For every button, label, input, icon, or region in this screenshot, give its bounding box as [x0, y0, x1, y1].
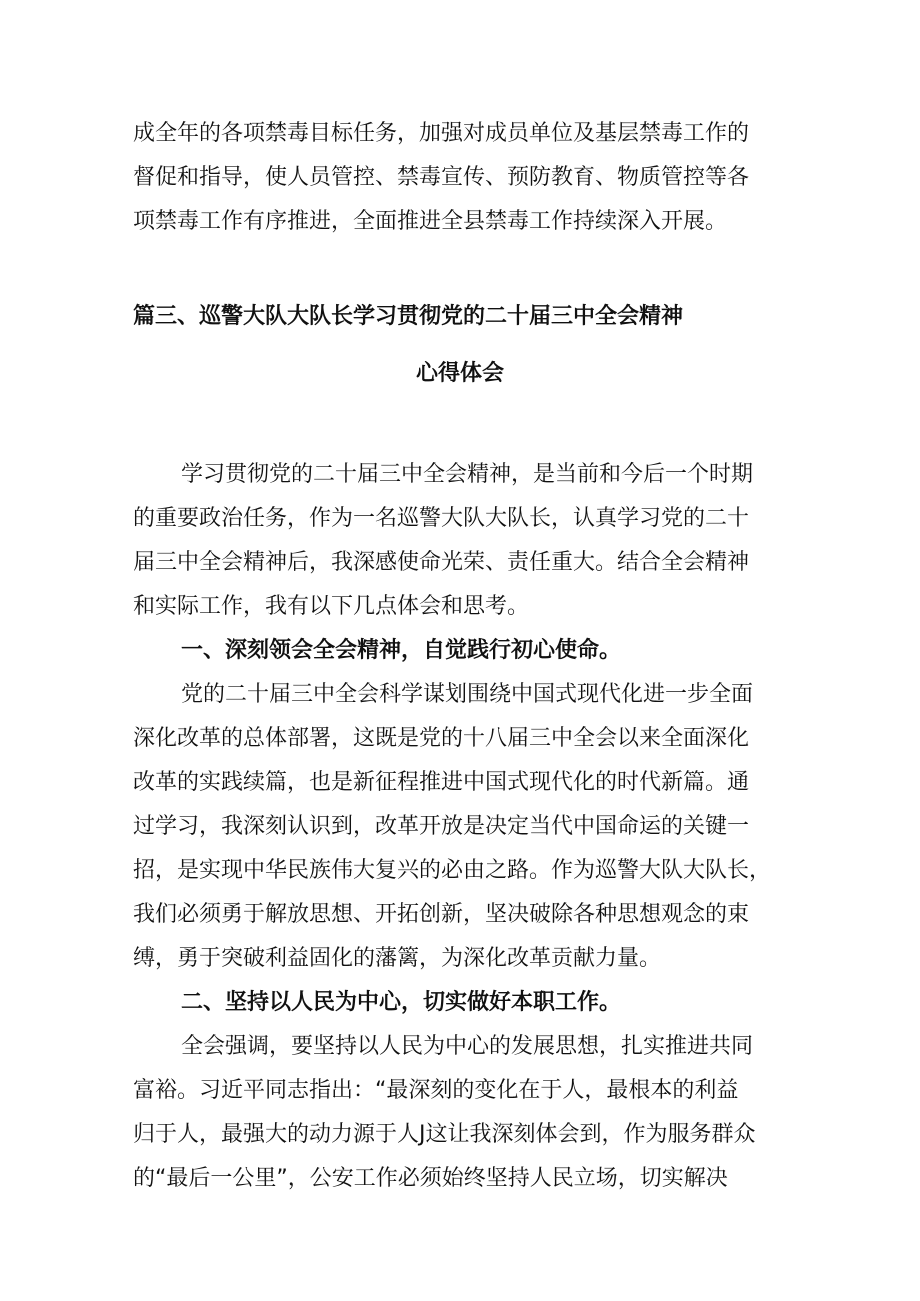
- paragraph-line: 富裕。习近平同志指出：“最深刻的变化在于人，最根本的利益: [133, 1078, 739, 1103]
- paragraph-line: 归于人，最强大的动力源于人J这让我深刻体会到，作为服务群众: [133, 1122, 756, 1147]
- paragraph-line: 项禁毒工作有序推进，全面推进全县禁毒工作持续深入开展。: [133, 209, 728, 234]
- paragraph-line: 督促和指导，使人员管控、禁毒宣传、预防教育、物质管控等各: [133, 165, 750, 190]
- section-title: 篇三、巡警大队大队长学习贯彻党的二十届三中全会精神: [133, 304, 684, 329]
- paragraph-line: 缚，勇于突破利益固化的藩篱，为深化改革贡献力量。: [133, 946, 662, 971]
- paragraph-line: 学习贯彻党的二十届三中全会精神，是当前和今后一个时期: [181, 462, 754, 487]
- paragraph-line: 过学习，我深刻认识到，改革开放是决定当代中国命运的关键一: [133, 814, 750, 839]
- paragraph-line: 和实际工作，我有以下几点体会和思考。: [133, 594, 530, 619]
- paragraph-line: 招，是实现中华民族伟大复兴的必由之路。作为巡警大队大队长，: [133, 858, 772, 883]
- paragraph-line: 改革的实践续篇，也是新征程推进中国式现代化的时代新篇。通: [133, 770, 750, 795]
- paragraph-line: 届三中全会精神后，我深感使命光荣、责任重大。结合全会精神: [133, 550, 750, 575]
- paragraph-line: 深化改革的总体部署，这既是党的十八届三中全会以来全面深化: [133, 726, 750, 751]
- paragraph-line: 全会强调，要坚持以人民为中心的发展思想，扎实推进共同: [181, 1034, 754, 1059]
- section-title-line2: 心得体会: [415, 361, 504, 386]
- section-heading: 二、坚持以人民为中心，切实做好本职工作。: [181, 990, 622, 1015]
- paragraph-line: 党的二十届三中全会科学谋划围绕中国式现代化进一步全面: [181, 682, 754, 707]
- paragraph-line: 的“最后一公里”，公安工作必须始终坚持人民立场，切实解决: [133, 1166, 728, 1191]
- paragraph-line: 成全年的各项禁毒目标任务，加强对成员单位及基层禁毒工作的: [133, 121, 750, 146]
- paragraph-line: 我们必须勇于解放思想、开拓创新，坚决破除各种思想观念的束: [133, 902, 750, 927]
- section-heading: 一、深刻领会全会精神，自觉践行初心使命。: [181, 638, 622, 663]
- paragraph-line: 的重要政治任务，作为一名巡警大队大队长，认真学习党的二十: [133, 506, 750, 531]
